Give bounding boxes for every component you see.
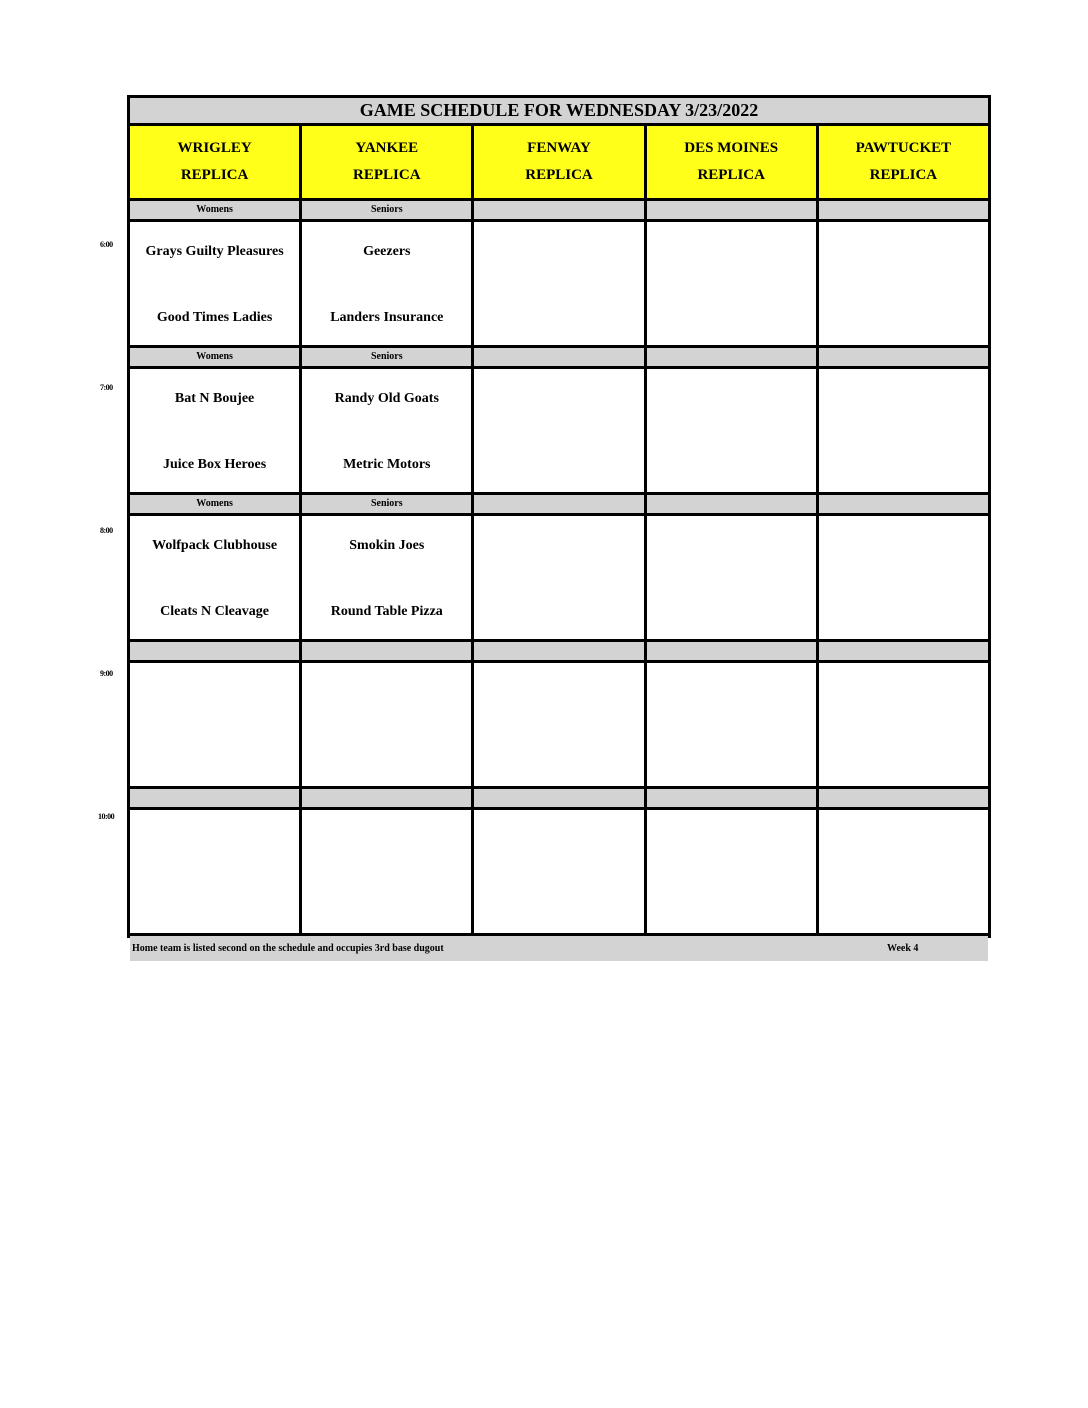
time-label: 6:00	[100, 240, 113, 249]
away-team: Bat N Boujee	[174, 391, 255, 406]
time-label: 7:00	[100, 383, 113, 392]
stadium-subtitle: REPLICA	[180, 167, 249, 183]
away-team: Geezers	[363, 244, 411, 259]
schedule-table	[127, 95, 991, 954]
home-team: Cleats N Cleavage	[160, 604, 270, 619]
division-label: Womens	[130, 348, 299, 366]
division-label	[819, 789, 988, 807]
stadium-header-wrigley	[130, 126, 299, 198]
stadium-name: FENWAY	[527, 140, 591, 156]
home-team: Landers Insurance	[330, 310, 444, 325]
home-team: Metric Motors	[343, 457, 431, 472]
stadium-subtitle: REPLICA	[697, 167, 765, 183]
game-cell	[302, 663, 471, 786]
stadium-header-yankee	[302, 126, 471, 198]
game-cell	[302, 810, 471, 933]
game-cell	[474, 516, 643, 639]
stadium-name: DES MOINES	[684, 140, 779, 156]
game-cell	[819, 810, 988, 933]
game-cell	[647, 516, 816, 639]
schedule-footer	[130, 936, 988, 961]
stadium-name: YANKEE	[355, 140, 419, 156]
division-label	[647, 348, 816, 366]
game-cell	[819, 369, 988, 492]
home-team: Round Table Pizza	[330, 604, 443, 619]
game-cell	[819, 663, 988, 786]
stadium-subtitle: REPLICA	[869, 167, 938, 183]
home-team: Good Times Ladies	[156, 310, 273, 325]
division-label	[474, 348, 643, 366]
time-label: 10:00	[98, 812, 115, 821]
division-label	[474, 495, 643, 513]
division-label: Womens	[130, 201, 299, 219]
game-cell	[647, 369, 816, 492]
game-cell	[302, 222, 471, 345]
stadium-header-pawtucket	[819, 126, 988, 198]
division-label	[819, 201, 988, 219]
away-team: Wolfpack Clubhouse	[152, 538, 278, 553]
game-cell	[819, 222, 988, 345]
stadium-subtitle: REPLICA	[353, 167, 421, 183]
week-label: Week 4	[887, 943, 919, 954]
division-label	[130, 642, 299, 660]
away-team: Smokin Joes	[349, 538, 425, 553]
game-cell	[474, 369, 643, 492]
game-cell	[647, 810, 816, 933]
away-team: Grays Guilty Pleasures	[145, 244, 284, 259]
stadium-name: WRIGLEY	[177, 140, 252, 156]
time-label: 8:00	[100, 526, 113, 535]
division-label	[647, 789, 816, 807]
away-team: Randy Old Goats	[334, 391, 439, 406]
division-label	[647, 642, 816, 660]
game-cell	[819, 516, 988, 639]
division-label	[819, 495, 988, 513]
stadium-name: PAWTUCKET	[855, 140, 952, 156]
game-cell	[130, 810, 299, 933]
game-cell	[130, 222, 299, 345]
stadium-header-des-moines	[647, 126, 816, 198]
division-label: Seniors	[302, 348, 471, 366]
game-cell	[130, 516, 299, 639]
division-label: Seniors	[302, 201, 471, 219]
division-label	[819, 348, 988, 366]
division-label	[819, 642, 988, 660]
game-cell	[130, 663, 299, 786]
game-cell	[474, 663, 643, 786]
division-label	[130, 789, 299, 807]
division-label	[647, 201, 816, 219]
division-label	[302, 789, 471, 807]
game-cell	[647, 663, 816, 786]
division-label	[474, 201, 643, 219]
stadium-header-fenway	[474, 126, 643, 198]
division-label	[474, 642, 643, 660]
home-team: Juice Box Heroes	[163, 457, 267, 472]
division-label: Seniors	[302, 495, 471, 513]
time-label: 9:00	[100, 669, 113, 678]
game-cell	[130, 369, 299, 492]
schedule-title: GAME SCHEDULE FOR WEDNESDAY 3/23/2022	[130, 98, 988, 123]
game-cell	[302, 516, 471, 639]
division-label: Womens	[130, 495, 299, 513]
game-cell	[474, 810, 643, 933]
division-label	[302, 642, 471, 660]
stadium-subtitle: REPLICA	[525, 167, 593, 183]
game-cell	[302, 369, 471, 492]
game-cell	[647, 222, 816, 345]
division-label	[647, 495, 816, 513]
game-cell	[474, 222, 643, 345]
footer-note: Home team is listed second on the schedule and occupies 3rd base dugout	[132, 943, 444, 954]
division-label	[474, 789, 643, 807]
